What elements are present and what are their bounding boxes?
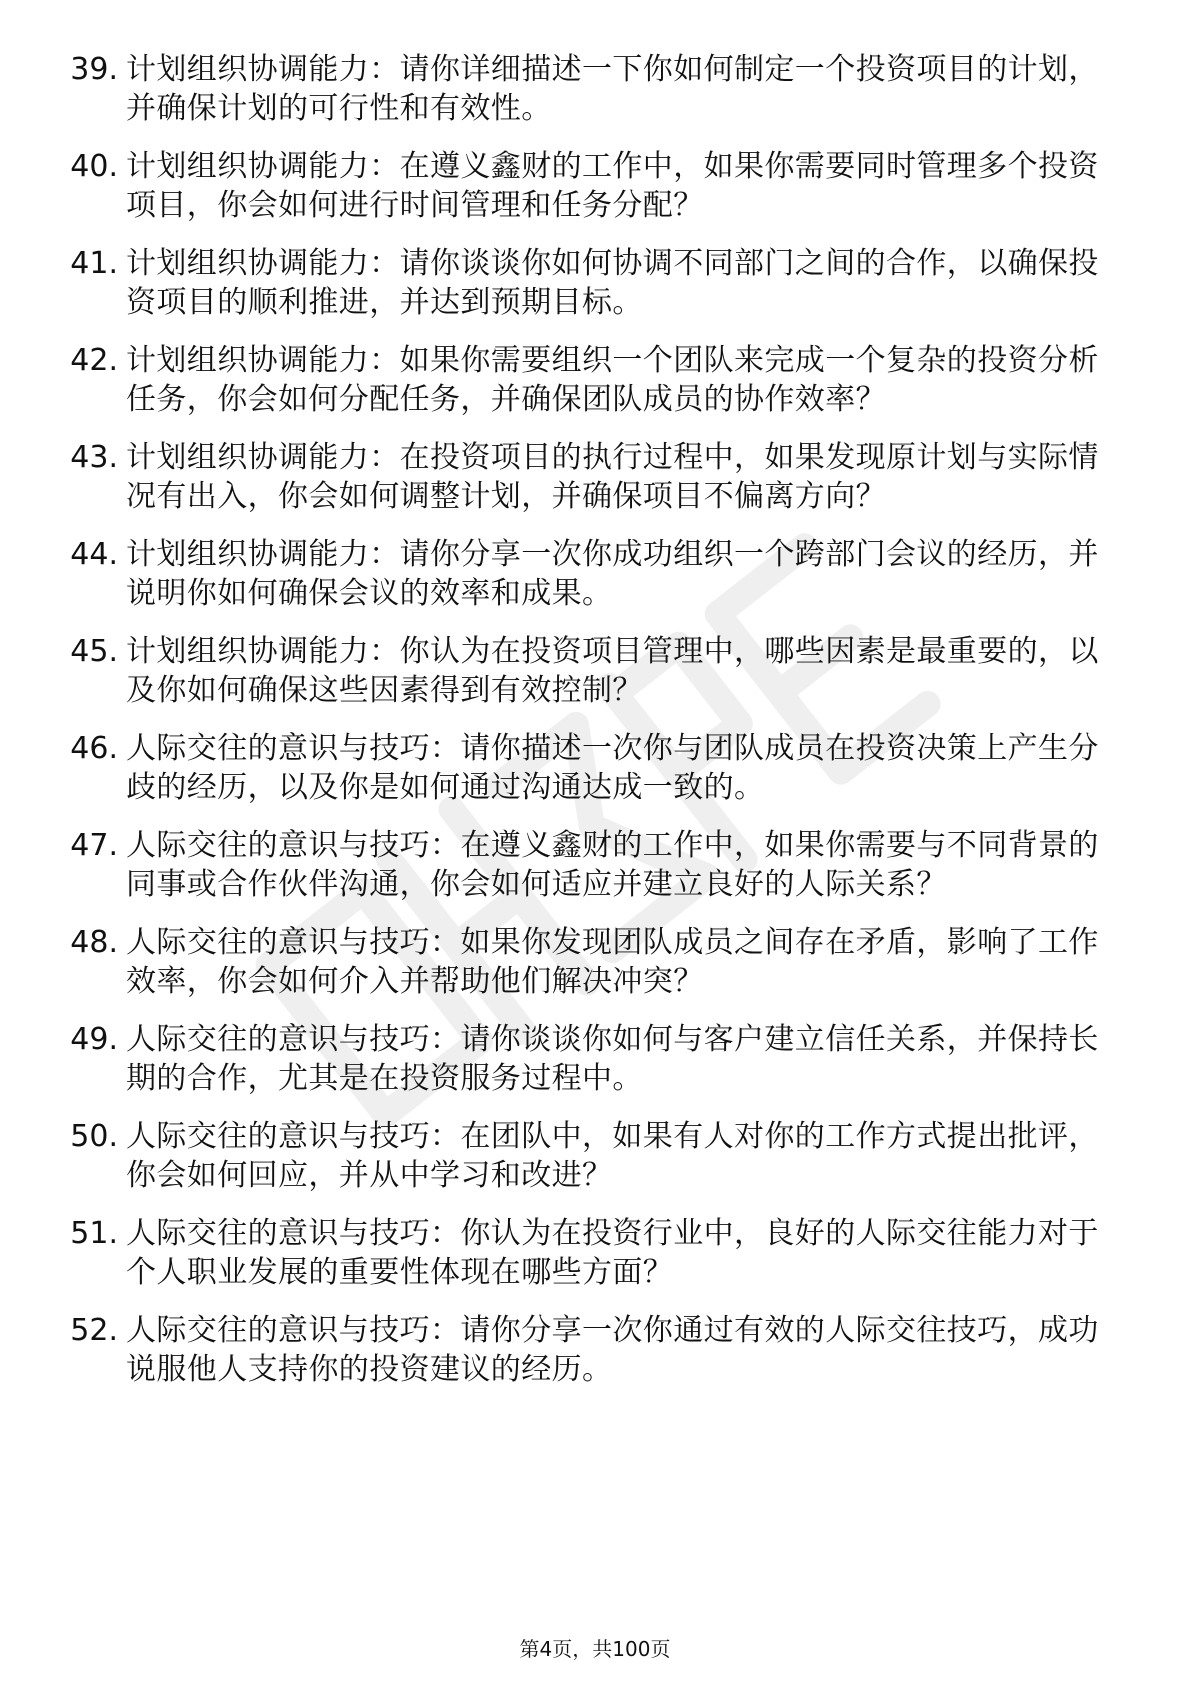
question-text: 人际交往的意识与技巧：请你分享一次你通过有效的人际交往技巧，成功说服他人支持你的投资建议的经历。 [126, 1313, 1099, 1387]
question-item [50, 729, 1110, 807]
question-number: 50. [70, 1119, 118, 1154]
question-number: 45. [70, 634, 118, 669]
question-number: 47. [70, 828, 118, 863]
page-footer: 第4页，共100页 [519, 1637, 671, 1661]
question-number: 39. [70, 52, 118, 87]
question-number: 48. [70, 925, 118, 960]
question-number: 49. [70, 1022, 118, 1057]
question-item [50, 826, 1110, 904]
question-text: 计划组织协调能力：在投资项目的执行过程中，如果发现原计划与实际情况有出入，你会如何调整计划，并确保项目不偏离方向？ [126, 440, 1099, 514]
question-number: 41. [70, 246, 118, 281]
question-text: 计划组织协调能力：请你详细描述一下你如何制定一个投资项目的计划，并确保计划的可行性和有效性。 [126, 52, 1099, 126]
question-text: 人际交往的意识与技巧：在团队中，如果有人对你的工作方式提出批评，你会如何回应，并从中学习和改进？ [126, 1119, 1099, 1193]
question-number: 52. [70, 1313, 118, 1348]
question-item [50, 923, 1110, 1001]
question-text: 人际交往的意识与技巧：你认为在投资行业中，良好的人际交往能力对于个人职业发展的重要性体现在哪些方面？ [126, 1216, 1099, 1290]
question-item [50, 1214, 1110, 1292]
question-item [50, 632, 1110, 710]
question-item [50, 50, 1110, 128]
question-text: 计划组织协调能力：请你谈谈你如何协调不同部门之间的合作，以确保投资项目的顺利推进，并达到预期目标。 [126, 246, 1099, 320]
question-text: 人际交往的意识与技巧：如果你发现团队成员之间存在矛盾，影响了工作效率，你会如何介入并帮助他们解决冲突？ [126, 925, 1099, 999]
question-text: 计划组织协调能力：请你分享一次你成功组织一个跨部门会议的经历，并说明你如何确保会议的效率和成果。 [126, 537, 1099, 611]
question-number: 46. [70, 731, 118, 766]
question-item [50, 244, 1110, 322]
question-text: 计划组织协调能力：如果你需要组织一个团队来完成一个复杂的投资分析任务，你会如何分配任务，并确保团队成员的协作效率？ [126, 343, 1099, 417]
question-text: 人际交往的意识与技巧：请你谈谈你如何与客户建立信任关系，并保持长期的合作，尤其是在投资服务过程中。 [126, 1022, 1099, 1096]
question-text: 计划组织协调能力：在遵义鑫财的工作中，如果你需要同时管理多个投资项目，你会如何进行时间管理和任务分配？ [126, 149, 1099, 223]
question-item [50, 341, 1110, 419]
question-number: 42. [70, 343, 118, 378]
question-item [50, 1020, 1110, 1098]
question-number: 44. [70, 537, 118, 572]
question-text: 计划组织协调能力：你认为在投资项目管理中，哪些因素是最重要的，以及你如何确保这些因素得到有效控制？ [126, 634, 1099, 708]
question-list [50, 50, 1110, 1408]
question-text: 人际交往的意识与技巧：请你描述一次你与团队成员在投资决策上产生分歧的经历，以及你是如何通过沟通达成一致的。 [126, 731, 1099, 805]
question-text: 人际交往的意识与技巧：在遵义鑫财的工作中，如果你需要与不同背景的同事或合作伙伴沟通，你会如何适应并建立良好的人际关系？ [126, 828, 1099, 902]
question-number: 43. [70, 440, 118, 475]
question-item [50, 147, 1110, 225]
question-item [50, 438, 1110, 516]
question-number: 51. [70, 1216, 118, 1251]
question-number: 40. [70, 149, 118, 184]
question-item [50, 1311, 1110, 1389]
question-item [50, 535, 1110, 613]
question-item [50, 1117, 1110, 1195]
